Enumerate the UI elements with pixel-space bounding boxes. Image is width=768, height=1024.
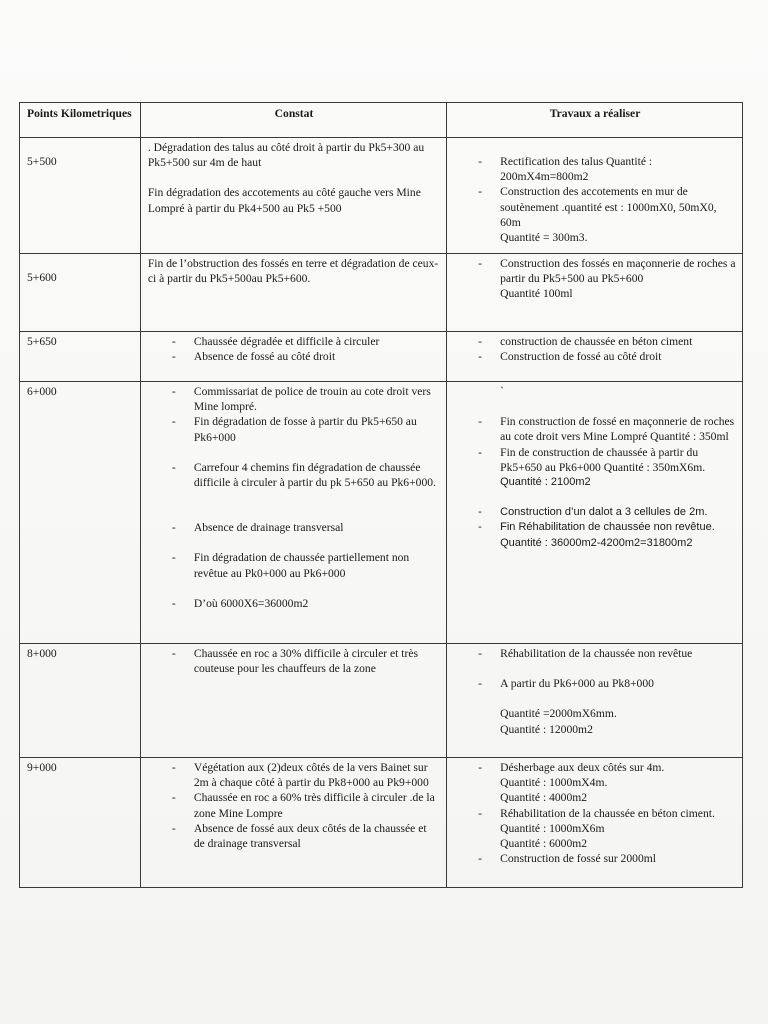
- travaux-item: Quantité : 2100m2: [500, 476, 591, 489]
- travaux-item: - Désherbage aux deux côtés sur 4m.: [478, 760, 736, 775]
- constat-item: - Fin dégradation de chaussée partiellement non revêtue au Pk0+000 au Pk6+000: [172, 550, 440, 580]
- travaux-item: Quantité : 12000m2: [500, 722, 593, 736]
- constat-item: - Chaussée dégradée et difficile à circuler: [172, 334, 440, 349]
- travaux-item: Quantité =2000mX6mm.: [500, 707, 617, 721]
- constat-item: - Absence de fossé aux deux côtés de la chaussée et de drainage transversal: [172, 821, 440, 851]
- constat-text: Fin de l’obstruction des fossés en terre et dégradation de ceux-ci à partir du Pk5+500au Pk5+600.: [147, 257, 439, 286]
- travaux-item: Quantité : 4000m2: [500, 791, 588, 805]
- constat-item: - Fin dégradation de fosse à partir du Pk5+650 au Pk6+000: [172, 414, 440, 444]
- constat-cell: [140, 138, 446, 254]
- table-row: [20, 332, 743, 382]
- travaux-item: Quantité 100ml: [500, 287, 573, 301]
- header-constat: Constat: [140, 103, 446, 138]
- constat-cell: [140, 758, 446, 888]
- travaux-cell: [447, 758, 743, 888]
- travaux-item: Quantité = 300m3.: [500, 231, 588, 245]
- travaux-item: - Construction des accotements en mur de soutènement .quantité est : 1000mX0, 50mX0, 60m: [478, 184, 736, 230]
- table-row: [20, 644, 743, 758]
- travaux-mark: `: [500, 385, 504, 398]
- header-travaux: Travaux a réaliser: [447, 103, 743, 138]
- pk-cell: 5+500: [20, 138, 141, 254]
- travaux-item: Quantité : 1000mX4m.: [500, 776, 608, 790]
- travaux-item: - Construction d’un dalot a 3 cellules de 2m.: [478, 505, 736, 520]
- header-points: Points Kilometriques: [20, 103, 141, 138]
- pk-cell: 8+000: [20, 644, 141, 758]
- constat-cell: [140, 332, 446, 382]
- constat-item: - Absence de fossé au côté droit: [172, 349, 440, 364]
- travaux-item: - Construction de fossé sur 2000ml: [478, 851, 736, 866]
- travaux-item: - Fin construction de fossé en maçonnerie de roches au cote droit vers Mine Lompré Quantité : 350ml: [478, 414, 736, 444]
- constat-item: - Commissariat de police de trouin au cote droit vers Mine lompré.: [172, 384, 440, 414]
- table-row: [20, 254, 743, 332]
- pk-cell: 5+600: [20, 254, 141, 332]
- travaux-item: - Construction des fossés en maçonnerie de roches a partir du Pk5+500 au Pk5+600: [478, 256, 736, 286]
- works-table: [19, 102, 743, 888]
- constat-item: - Végétation aux (2)deux côtés de la vers Bainet sur 2m à chaque côté à partir du Pk8+000 au Pk9+000: [172, 760, 440, 790]
- travaux-cell: [447, 332, 743, 382]
- table-row: [20, 382, 743, 644]
- constat-cell: [140, 644, 446, 758]
- pk-cell: 9+000: [20, 758, 141, 888]
- travaux-cell: [447, 254, 743, 332]
- constat-text: Fin dégradation des accotements au côté gauche vers Mine Lompré à partir du Pk4+500 au Pk5 +500: [147, 186, 421, 215]
- pk-cell: 6+000: [20, 382, 141, 644]
- constat-item: - Chaussée en roc a 30% difficile à circuler et très couteuse pour les chauffeurs de la zone: [172, 646, 440, 676]
- table-row: [20, 138, 743, 254]
- table-row: [20, 758, 743, 888]
- travaux-item: - Rectification des talus Quantité : 200mX4m=800m2: [478, 154, 736, 184]
- travaux-item: - Réhabilitation de la chaussée non revêtue: [478, 646, 736, 661]
- constat-text: . Dégradation des talus au côté droit à partir du Pk5+300 au Pk5+500 sur 4m de haut: [147, 141, 425, 170]
- travaux-item: Quantité : 1000mX6m: [500, 821, 605, 835]
- constat-cell: [140, 382, 446, 644]
- travaux-item: Quantité : 6000m2: [500, 837, 588, 851]
- constat-cell: [140, 254, 446, 332]
- constat-item: - Chaussée en roc a 60% très difficile à circuler .de la zone Mine Lompre: [172, 790, 440, 820]
- pk-cell: 5+650: [20, 332, 141, 382]
- constat-item: - Absence de drainage transversal: [172, 520, 440, 535]
- travaux-item: - Fin de construction de chaussée à partir du Pk5+650 au Pk6+000 Quantité : 350mX6m.: [478, 445, 736, 475]
- constat-item: - Carrefour 4 chemins fin dégradation de chaussée difficile à circuler à partir du pk 5+650 au Pk6+000.: [172, 460, 440, 490]
- travaux-item: Quantité : 36000m2-4200m2=31800m2: [500, 536, 693, 549]
- travaux-cell: [447, 138, 743, 254]
- header-row: [20, 103, 743, 138]
- travaux-item: - Fin Réhabilitation de chaussée non revêtue.: [478, 520, 736, 535]
- travaux-cell: [447, 644, 743, 758]
- travaux-cell: [447, 382, 743, 644]
- constat-item: - D’où 6000X6=36000m2: [172, 596, 440, 611]
- travaux-item: - construction de chaussée en béton ciment: [478, 334, 736, 349]
- travaux-item: - Réhabilitation de la chaussée en béton ciment.: [478, 806, 736, 821]
- travaux-item: - A partir du Pk6+000 au Pk8+000: [478, 676, 736, 691]
- travaux-item: - Construction de fossé au côté droit: [478, 349, 736, 364]
